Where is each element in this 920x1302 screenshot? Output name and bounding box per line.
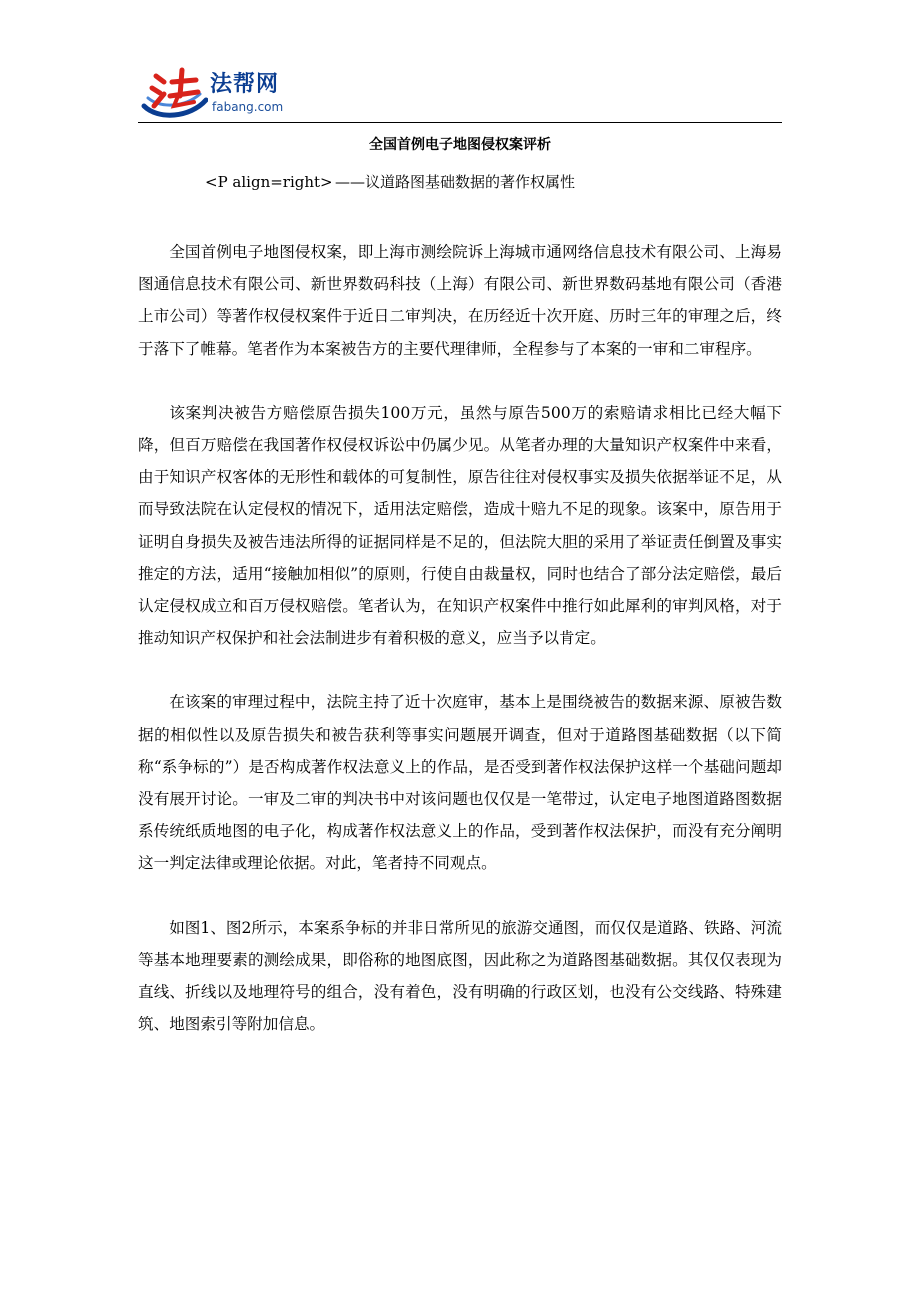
paragraph-1: 全国首例电子地图侵权案，即上海市测绘院诉上海城市通网络信息技术有限公司、上海易图通信息技术有限公司、新世界数码科技（上海）有限公司、新世界数码基地有限公司（香港上市公司）等著作权侵权案件于近日二审判决，在历经近十次开庭、历时三年的审理之后，终于落下了帷幕。笔者作为本案被告方的主要代理律师，全程参与了本案的一审和二审程序。 <box>138 243 782 358</box>
document-title: 全国首例电子地图侵权案评析 <box>369 137 551 153</box>
logo-domain: fabang.com <box>212 100 284 114</box>
fabang-logo-icon <box>138 62 208 122</box>
document-subtitle <box>205 172 575 192</box>
site-logo[interactable] <box>138 62 308 122</box>
header-divider <box>138 122 782 123</box>
paragraph-3: 在该案的审理过程中，法院主持了近十次庭审，基本上是围绕被告的数据来源、原被告数据的相似性以及原告损失和被告获利等事实问题展开调查，但对于道路图基础数据（以下简称“系争标的”）是否构成著作权法意义上的作品，是否受到著作权法保护这样一个基础问题却没有展开讨论。一审及二审的判决书中对该问题也仅仅是一笔带过，认定电子地图道路图数据系传统纸质地图的电子化，构成著作权法意义上的作品，受到著作权法保护，而没有充分阐明这一判定法律或理论依据。对此，笔者持不同观点。 <box>138 693 782 873</box>
document-body <box>138 236 782 1072</box>
subtitle-tag: <P align=right> <box>205 173 333 191</box>
subtitle-text: ——议道路图基础数据的著作权属性 <box>335 173 576 191</box>
paragraph-4: 如图1、图2所示，本案系争标的并非日常所见的旅游交通图，而仅仅是道路、铁路、河流等基本地理要素的测绘成果，即俗称的地图底图，因此称之为道路图基础数据。其仅仅表现为直线、折线以及地理符号的组合，没有着色，没有明确的行政区划，也没有公交线路、特殊建筑、地图索引等附加信息。 <box>138 918 782 1034</box>
logo-name: 法帮网 <box>210 72 280 97</box>
paragraph-2: 该案判决被告方赔偿原告损失100万元，虽然与原告500万的索赔请求相比已经大幅下降，但百万赔偿在我国著作权侵权诉讼中仍属少见。从笔者办理的大量知识产权案件中来看，由于知识产权客体的无形性和载体的可复制性，原告往往对侵权事实及损失依据举证不足，从而导致法院在认定侵权的情况下，适用法定赔偿，造成十赔九不足的现象。该案中，原告用于证明自身损失及被告违法所得的证据同样是不足的，但法院大胆的采用了举证责任倒置及事实推定的方法，适用“接触加相似”的原则，行使自由裁量权，同时也结合了部分法定赔偿，最后认定侵权成立和百万侵权赔偿。笔者认为，在知识产权案件中推行如此犀利的审判风格，对于推动知识产权保护和社会法制进步有着积极的意义，应当予以肯定。 <box>138 403 782 648</box>
